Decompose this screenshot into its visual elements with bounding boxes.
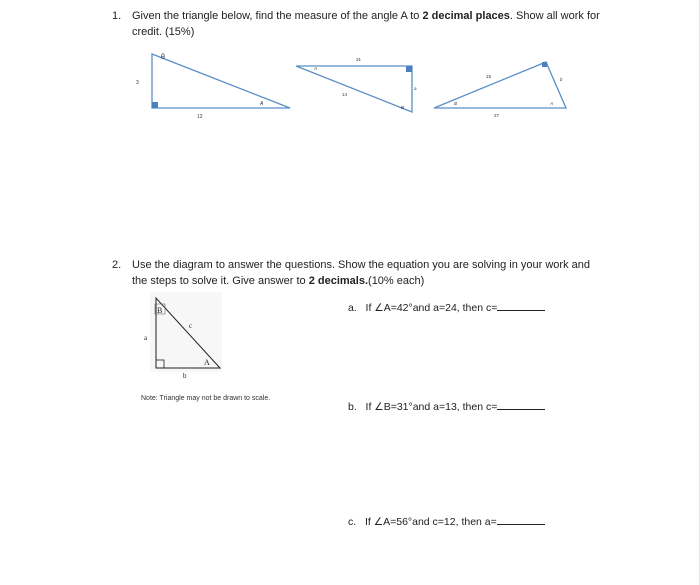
question-2-number: 2. — [112, 259, 122, 271]
question-2-part-c: c. If ∠A=56°and c=12, then a= — [348, 515, 545, 529]
triangle-3-vertex-right: b — [560, 77, 563, 82]
question-2-text: Use the diagram to answer the questions. Show the equation you are solving in your work and the steps to solve it. Give answer to 2 decimals.(10% each) — [132, 259, 590, 287]
triangle-1-right-angle — [152, 102, 158, 108]
answer-blank-b[interactable] — [497, 400, 545, 410]
triangle-2-right-angle — [406, 66, 412, 72]
question-1-text: Given the triangle below, find the measure of the angle A to 2 decimal places. Show all work for credit. (15%) — [132, 10, 600, 38]
triangle-1-top-mark: θ — [161, 54, 165, 61]
question-2-part-a: a. If ∠A=42°and a=24, then c= — [348, 301, 545, 315]
triangle-1-figure — [130, 48, 300, 122]
question-2-part-b: b. If ∠B=31°and a=13, then c= — [348, 400, 545, 414]
triangle-2-vertex-right: a — [414, 86, 417, 91]
triangle-3-angle: A — [550, 101, 554, 106]
answer-blank-a[interactable] — [497, 301, 545, 311]
triangle-3-vertex-left: B — [454, 101, 458, 106]
triangle-3-side-hyp: 15 — [486, 74, 492, 79]
question-1-credit: credit. (15%) — [132, 26, 195, 38]
diagram-label-a: a — [144, 334, 148, 342]
triangle-2-angle: A — [314, 66, 318, 71]
triangle-2-side-hyp: 14 — [342, 92, 348, 97]
triangle-2-shape — [296, 66, 412, 112]
triangle-3-side-bottom: 27 — [494, 113, 500, 118]
question-1-number: 1. — [112, 10, 122, 22]
triangle-1-side-bottom: 12 — [197, 114, 203, 120]
triangle-2-figure — [290, 54, 420, 120]
triangle-1-side-left: 3 — [136, 80, 139, 86]
triangle-3-figure — [428, 56, 573, 122]
triangle-1-shape — [152, 54, 290, 108]
diagram-label-b: b — [183, 372, 187, 380]
question-2-bold: 2 decimals. — [308, 275, 369, 287]
diagram-label-B: B — [157, 306, 163, 315]
question-1-bold: 2 decimal places — [422, 10, 510, 22]
diagram-label-c: c — [189, 322, 193, 330]
triangle-2-side-top: 31 — [356, 57, 362, 62]
answer-blank-c[interactable] — [497, 515, 545, 525]
triangle-1-angle: A — [260, 101, 264, 107]
triangle-2-vertex-bottom: B — [401, 105, 405, 110]
diagram-label-A: A — [204, 358, 210, 367]
triangle-3-right-angle — [542, 62, 547, 67]
diagram-note: Note: Triangle may not be drawn to scale. — [141, 395, 271, 402]
question-2-diagram — [138, 292, 228, 382]
